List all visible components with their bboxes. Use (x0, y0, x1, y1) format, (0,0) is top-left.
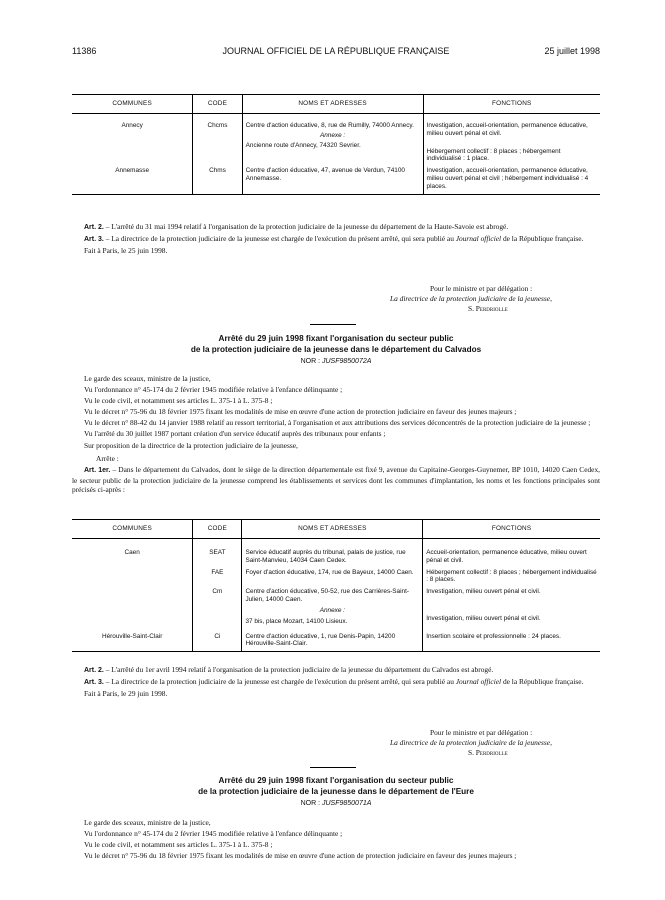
preamble-line: Vu le décret n° 75-96 du 18 février 1975 fixant les modalités de mise en œuvre d'une action de protection judiciaire en faveur des jeunes majeurs ; (84, 851, 517, 861)
code-cell: Chcms (193, 114, 242, 167)
commune-cell (72, 587, 193, 628)
title-line-1: Arrêté du 29 juin 1998 fixant l'organisation du secteur public (218, 776, 454, 785)
page-number: 11386 (72, 46, 97, 56)
preamble-eure (72, 818, 600, 862)
section-separator (310, 324, 356, 325)
column-header-fonctions: FONCTIONS (423, 95, 600, 114)
preamble-line: Vu le code civil, et notamment ses articles L. 375-1 à L. 375-8 ; (84, 396, 273, 406)
function-text: Investigation, accueil-orientation, permanence éducative, milieu ouvert pénal et civil. (426, 122, 588, 137)
address-text: Centre d'action éducative, 50-52, rue des Carrières-Saint-Julien, 14000 Caen. (245, 588, 409, 604)
address-cell: Centre d'action éducative, 47, avenue de Verdun, 74100 Annemasse. (242, 166, 423, 194)
commune-cell: Annecy (72, 114, 193, 167)
table-header-row (72, 520, 600, 539)
signature-block-1 (72, 284, 600, 318)
nor-code: JUSF9850071A (321, 800, 372, 807)
preamble-calvados (72, 374, 600, 497)
address-cell: Service éducatif auprès du tribunal, palais de justice, rue Saint-Manvieu, 14034 Caen Cedex. (242, 539, 423, 568)
preamble-line: Vu l'ordonnance n° 45-174 du 2 février 1945 modifiée relative à l'enfance délinquante ; (84, 385, 343, 395)
preamble-line: Sur proposition de la directrice de la protection judiciaire de la jeunesse, (84, 440, 298, 450)
signature-block-2 (72, 728, 600, 762)
column-header-communes: COMMUNES (72, 95, 193, 114)
column-header-code: CODE (193, 95, 242, 114)
title-line-2: de la protection judiciaire de la jeunesse dans le département de l'Eure (198, 786, 474, 796)
article-label: Art. 3. (84, 679, 104, 687)
article-1 (72, 465, 600, 495)
article-2 (72, 665, 600, 676)
article-text: – La directrice de la protection judiciaire de la jeunesse est chargée de l'exécution du présent arrêté, qui sera publié au (103, 677, 456, 687)
article-text: – L'arrêté du 1er avril 1994 relatif à l'organisation de la protection judiciaire de la jeunesse du département du Calvados est abrogé. (103, 665, 494, 674)
preamble-line: Vu le décret n° 88-42 du 14 janvier 1988 relatif au ressort territorial, à l'organisation et aux attributions des services déconcentrés de la protection judiciaire de la jeunesse ; (84, 418, 591, 428)
function-cell: Insertion scolaire et professionnelle : 24 places. (426, 632, 561, 640)
signature-line-2: La directrice de la protection judiciaire de la jeunesse, (390, 738, 552, 747)
address-cell: Centre d'action éducative, 1, rue Denis-Papin, 14200 Hérouville-Saint-Clair. (242, 629, 423, 652)
annexe-label: Annexe : (319, 131, 346, 139)
code-cell: FAE (193, 568, 242, 588)
annexe-label: Annexe : (319, 606, 345, 614)
fait-a-paris: Fait à Paris, le 25 juin 1998. (84, 246, 168, 256)
address-text: Centre d'action éducative, 8, rue de Rumilly, 74000 Annecy. (245, 122, 414, 129)
journal-officiel-italic: Journal officiel (455, 234, 502, 244)
signature-line-2: La directrice de la protection judiciaire de la jeunesse, (390, 294, 552, 303)
article-label: Art. 2. (84, 224, 104, 231)
article-3 (72, 234, 600, 245)
closing-articles-haute-savoie (72, 222, 600, 257)
nor-label: NOR : (300, 800, 321, 807)
table-row (72, 629, 600, 652)
annexe-function-text: Investigation, milieu ouvert pénal et civil. (426, 615, 541, 623)
column-header-code: CODE (193, 520, 242, 539)
preamble-line: Vu l'ordonnance n° 45-174 du 2 février 1945 modifiée relative à l'enfance délinquante ; (84, 829, 343, 839)
function-cell (423, 114, 600, 167)
title-line-1: Arrêté du 29 juin 1998 fixant l'organisation du secteur public (218, 334, 454, 343)
establishments-table-calvados (72, 519, 600, 652)
fait-a-paris: Fait à Paris, le 29 juin 1998. (84, 689, 168, 699)
table-row (72, 568, 600, 588)
closing-articles-calvados (72, 665, 600, 700)
article-text: de la République française. (501, 234, 584, 244)
table-row (72, 539, 600, 568)
article-2 (72, 222, 600, 233)
signature-line-1: Pour le ministre et par délégation : (430, 728, 533, 737)
address-cell: Foyer d'action éducative, 174, rue de Bayeux, 14000 Caen. (242, 568, 423, 588)
table-row (72, 166, 600, 194)
address-cell (242, 587, 423, 628)
establishments-table-haute-savoie (72, 94, 600, 195)
column-header-noms: NOMS ET ADRESSES (242, 95, 423, 114)
preamble-line: Le garde des sceaux, ministre de la justice, (84, 818, 211, 827)
preamble-line: Vu le décret n° 75-96 du 18 février 1975 fixant les modalités de mise en œuvre d'une action de protection judiciaire en faveur des jeunes majeurs ; (84, 407, 517, 417)
column-header-fonctions: FONCTIONS (423, 520, 600, 539)
article-text: – L'arrêté du 31 mai 1994 relatif à l'organisation de la protection judiciaire de la jeunesse du département de la Haute-Savoie est abrogé. (103, 222, 509, 231)
journal-officiel-italic: Journal officiel (455, 677, 502, 687)
code-cell: Cm (193, 587, 242, 628)
signature-line-1: Pour le ministre et par délégation : (430, 284, 533, 293)
function-cell: Hébergement collectif : 8 places ; hébergement individualisé : 8 places. (426, 568, 597, 584)
arrete-label: Arrête : (96, 454, 119, 464)
article-label: Art. 3. (84, 236, 104, 244)
annexe-address: Ancienne route d'Annecy, 74320 Sevrier. (245, 141, 361, 149)
column-header-communes: COMMUNES (72, 520, 193, 539)
page-header (72, 46, 600, 60)
signature-name: S. Perdriolle (468, 304, 508, 313)
article-label: Art. 2. (84, 667, 104, 674)
article-text: – La directrice de la protection judiciaire de la jeunesse est chargée de l'exécution du présent arrêté, qui sera publié au (103, 234, 456, 244)
preamble-line: Vu l'arrêté du 30 juillet 1987 portant création d'un service éducatif auprès des tribunaux pour enfants ; (84, 429, 386, 439)
title-line-2: de la protection judiciaire de la jeunesse dans le département du Calvados (190, 344, 482, 354)
table-row (72, 587, 600, 628)
code-cell: Ci (193, 629, 242, 652)
nor-code: JUSF9850072A (321, 358, 372, 365)
address-cell (242, 114, 423, 167)
journal-title: JOURNAL OFFICIEL DE LA RÉPUBLIQUE FRANÇAISE (222, 46, 450, 56)
arrete-title-eure (72, 776, 600, 797)
article-text: de la République française. (501, 677, 584, 687)
article-3 (72, 677, 600, 688)
signature-name: S. Perdriolle (468, 748, 508, 757)
commune-cell: Annemasse (72, 166, 193, 194)
function-text: Investigation, milieu ouvert pénal et civil. (426, 588, 541, 596)
nor-reference-eure (72, 800, 600, 807)
function-cell (423, 587, 600, 628)
table-header-row (72, 95, 600, 114)
table-row (72, 114, 600, 167)
annexe-address: 37 bis, place Mozart, 14100 Lisieux. (245, 617, 348, 625)
function-cell: Accueil-orientation, permanence éducative, milieu ouvert pénal et civil. (426, 549, 587, 564)
commune-cell (72, 568, 193, 588)
nor-reference-calvados (72, 358, 600, 365)
function-cell: Investigation, accueil-orientation, permanence éducative, milieu ouvert pénal et civil ; hébergement individualisé : 4 places. (426, 167, 589, 190)
annexe-function-text: Hébergement collectif : 8 places ; hébergement individualisé : 1 place. (426, 147, 561, 163)
nor-label: NOR : (300, 358, 321, 365)
publication-date: 25 juillet 1998 (544, 46, 600, 56)
article-text: – Dans le département du Calvados, dont le siège de la direction départementale est fixé 9, avenue du Capitaine-Georges-Guynemer, BP 1010, 14020 Caen Cedex, le secteur public de la protection judiciaire de la jeunesse comprend les établissements et services dont les communes d'implantation, les noms et les fonctions principales sont précisés ci-après : (72, 465, 601, 495)
preamble-line: Vu le code civil, et notamment ses articles L. 375-1 à L. 375-8 ; (84, 840, 273, 850)
code-cell: Chms (193, 166, 242, 194)
section-separator (310, 767, 356, 768)
commune-cell: Hérouville-Saint-Clair (72, 629, 193, 652)
arrete-title-calvados (72, 334, 600, 355)
preamble-line: Le garde des sceaux, ministre de la justice, (84, 374, 211, 383)
article-label: Art. 1er. (84, 467, 111, 475)
column-header-noms: NOMS ET ADRESSES (242, 520, 423, 539)
commune-cell: Caen (72, 539, 193, 568)
code-cell: SEAT (193, 539, 242, 568)
